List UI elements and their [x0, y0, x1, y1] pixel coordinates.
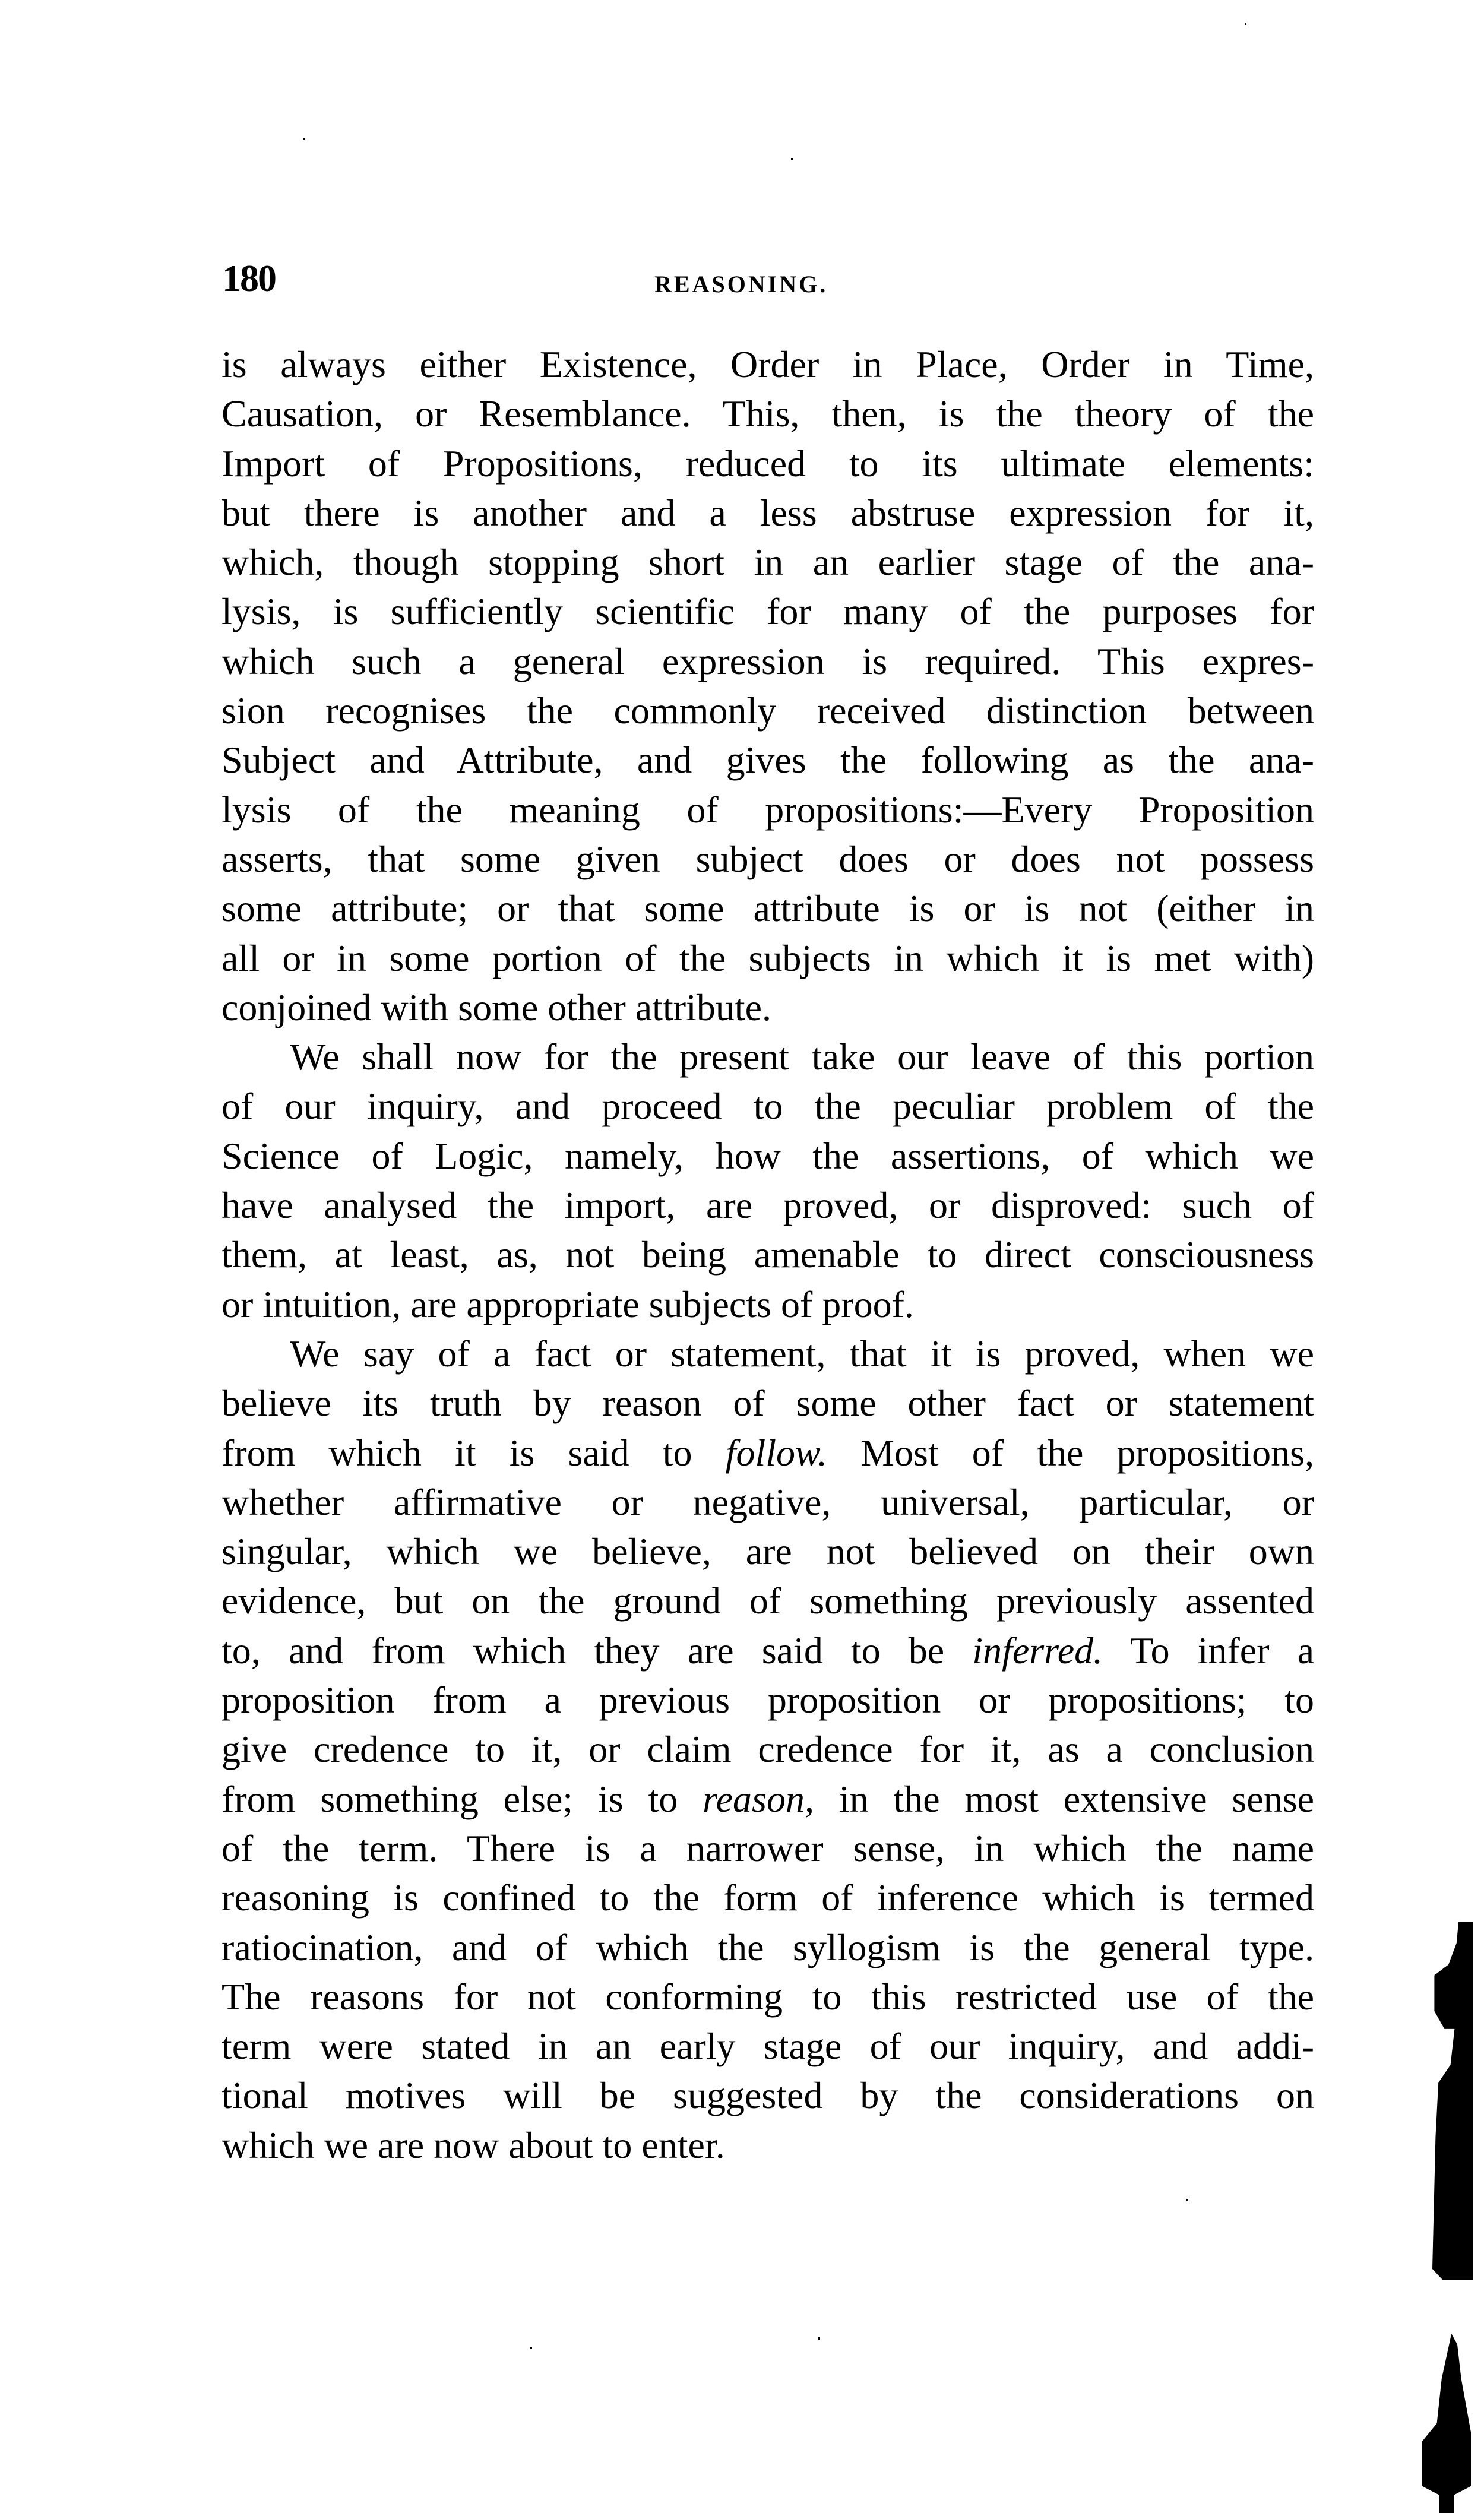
text-run: in the most extensive sense: [814, 1777, 1314, 1820]
text-line: [222, 1626, 1314, 1675]
text-line: or intuition, are appropriate subjects of proof.: [222, 1283, 914, 1325]
text-line: conjoined with some other attribute.: [222, 986, 771, 1028]
text-line: reasoning is confined to the form of inference which is termed: [222, 1876, 1314, 1919]
text-line: of our inquiry, and proceed to the peculiar problem of the: [222, 1085, 1314, 1128]
text-line: singular, which we believe, are not believed on their own: [222, 1530, 1314, 1573]
text-line: We shall now for the present take our leave of this portion: [290, 1036, 1314, 1078]
scan-speck: [1245, 23, 1246, 25]
text-line: is always either Existence, Order in Place, Order in Time,: [222, 343, 1314, 385]
text-line: Import of Propositions, reduced to its ultimate elements:: [222, 442, 1314, 485]
paragraph-1: [222, 340, 1314, 1032]
text-line: some attribute; or that some attribute is or is not (either in: [222, 887, 1314, 930]
text-line: term were stated in an early stage of our inquiry, and addi-: [222, 2025, 1314, 2068]
text-line: [222, 1774, 1314, 1824]
text-run: from something else; is to: [222, 1777, 703, 1820]
text-line: evidence, but on the ground of something previously assented: [222, 1580, 1314, 1622]
text-line: whether affirmative or negative, universal, particular, or: [222, 1480, 1314, 1523]
scan-speck: [303, 138, 305, 140]
scan-artifact-upper: [1432, 1922, 1473, 2280]
page-number: 180: [222, 257, 276, 299]
text-run: to, and from which they are said to be: [222, 1629, 973, 1672]
text-line: lysis, is sufficiently scientific for many of the purposes for: [222, 590, 1314, 633]
text-line: of the term. There is a narrower sense, in which the name: [222, 1827, 1314, 1869]
scan-artifact-lower: [1422, 2334, 1471, 2513]
running-title: REASONING.: [654, 271, 828, 297]
text-line: which, though stopping short in an earlier stage of the ana-: [222, 541, 1314, 584]
text-line: Subject and Attribute, and gives the following as the ana-: [222, 739, 1314, 781]
text-line: We say of a fact or statement, that it is proved, when we: [290, 1332, 1314, 1375]
italic-emphasis: reason,: [703, 1777, 814, 1820]
running-head: [0, 0, 1484, 309]
paragraph-2: [222, 1032, 1314, 1329]
text-line: sion recognises the commonly received distinction between: [222, 689, 1314, 732]
text-line: proposition from a previous proposition or propositions; to: [222, 1679, 1314, 1721]
text-line: believe its truth by reason of some other fact or statement: [222, 1382, 1314, 1425]
text-run: Most of the propositions,: [827, 1431, 1315, 1474]
text-line: asserts, that some given subject does or does not possess: [222, 837, 1314, 880]
text-line: give credence to it, or claim credence for it, as a conclusion: [222, 1728, 1314, 1771]
text-line: ratiocination, and of which the syllogism is the general type.: [222, 1926, 1314, 1968]
text-line: tional motives will be suggested by the considerations on: [222, 2074, 1314, 2117]
text-line: them, at least, as, not being amenable to direct consciousness: [222, 1233, 1314, 1276]
text-line: but there is another and a less abstruse expression for it,: [222, 491, 1314, 534]
text-line: Science of Logic, namely, how the assertions, of which we: [222, 1134, 1314, 1177]
text-run: To infer a: [1103, 1629, 1315, 1672]
text-line: which such a general expression is required. This expres-: [222, 640, 1314, 682]
text-run: from which it is said to: [222, 1431, 726, 1474]
body-text: [222, 340, 1314, 2170]
italic-emphasis: follow.: [725, 1431, 827, 1474]
text-line: Causation, or Resemblance. This, then, is the theory of the: [222, 393, 1314, 435]
text-line: lysis of the meaning of propositions:—Every Proposition: [222, 788, 1314, 831]
text-line: have analysed the import, are proved, or disproved: such of: [222, 1184, 1314, 1227]
text-line: all or in some portion of the subjects in which it is met with): [222, 936, 1314, 979]
paragraph-3: [222, 1329, 1314, 2170]
italic-emphasis: inferred.: [972, 1629, 1103, 1672]
scan-speck: [818, 2337, 820, 2340]
text-line: which we are now about to enter.: [222, 2123, 725, 2166]
text-line: The reasons for not conforming to this restricted use of the: [222, 1975, 1314, 2018]
scan-speck: [1186, 2199, 1188, 2201]
scan-speck: [791, 158, 793, 160]
scan-speck: [530, 2347, 532, 2349]
text-line: [222, 1428, 1314, 1477]
